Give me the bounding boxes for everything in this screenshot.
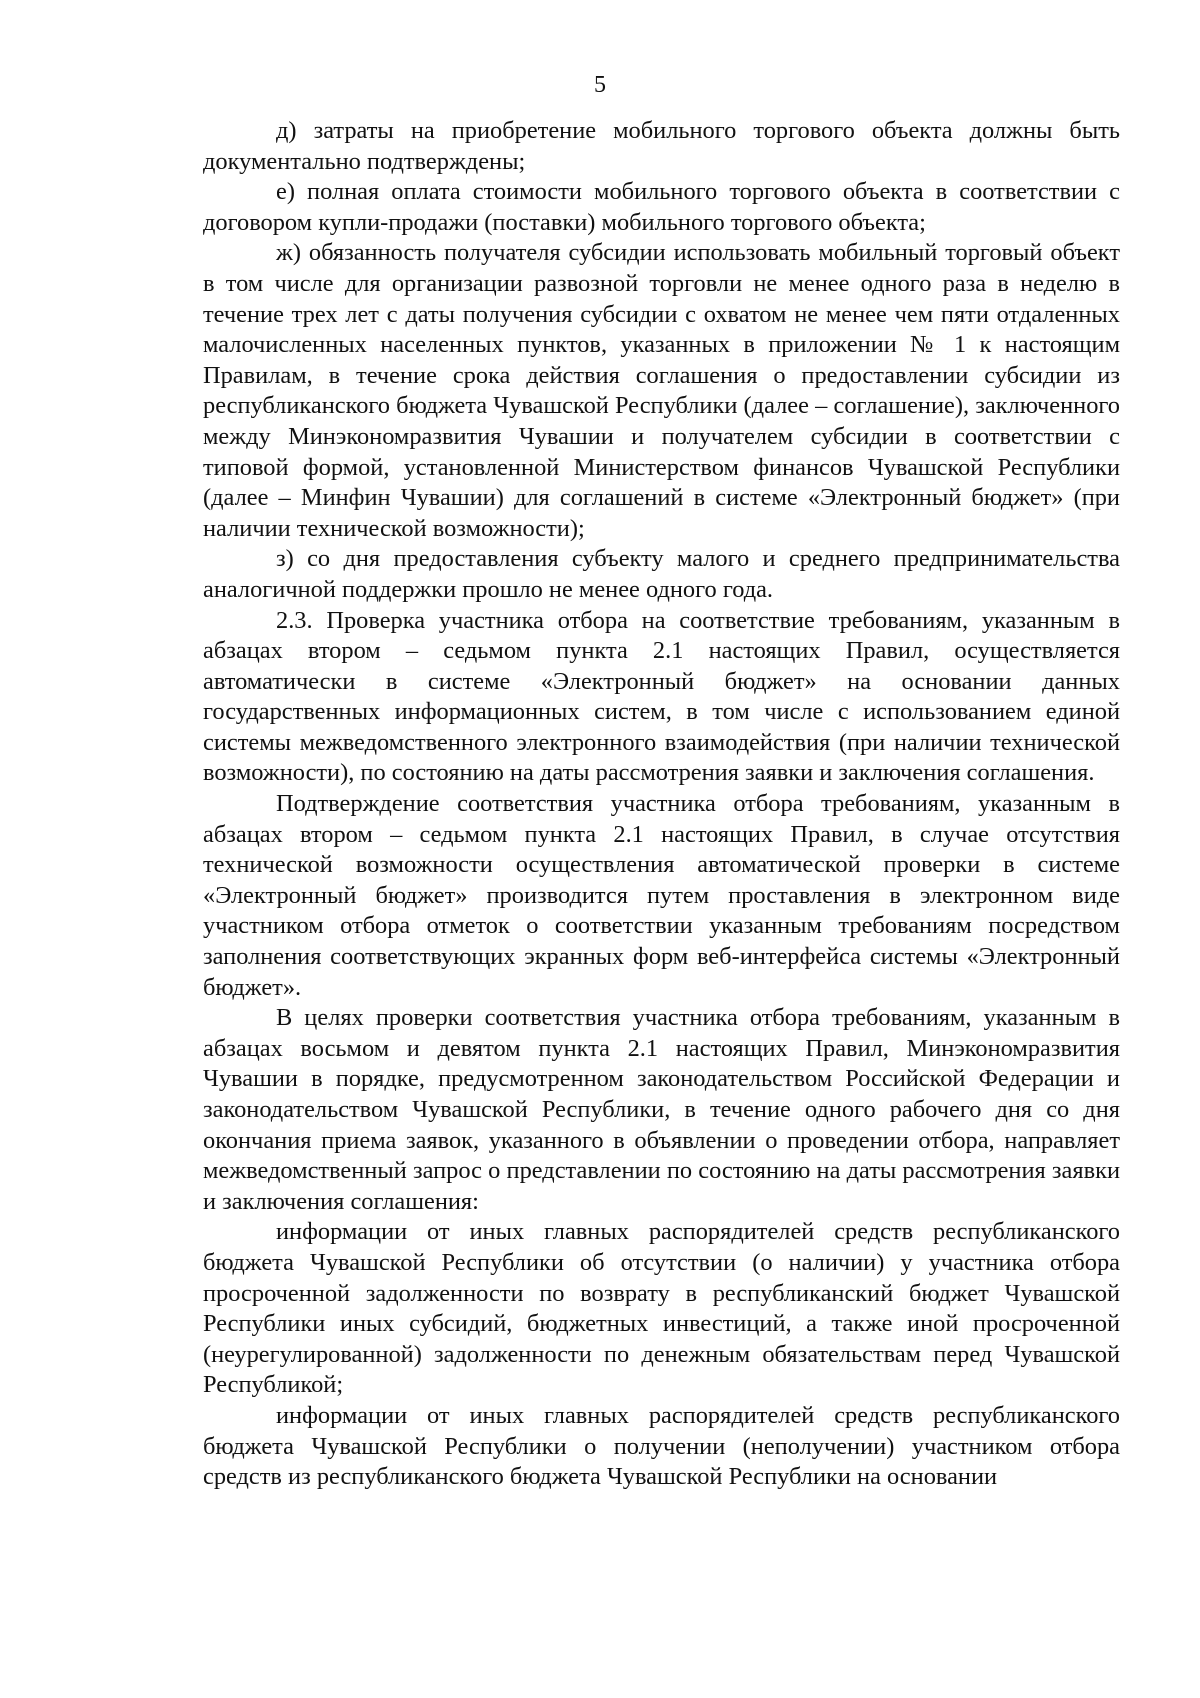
paragraph-verification-purpose: В целях проверки соответствия участника отбора требованиям, указанным в абзацах восьмом и девятом пункта 2.1 настоящих Правил, Минэкономразвития Чувашии в порядке, предусмотренном законодательством Российской Федерации и законодательством Чувашской Республики, в течение одного рабочего дня со дня окончания приема заявок, указанного в объявлении о проведении отбора, направляет межведомственный запрос о представлении по состоянию на даты рассмотрения заявки и заключения соглашения: [203, 1004, 1120, 1215]
page-number: 5 [594, 72, 606, 98]
paragraph-d: д) затраты на приобретение мобильного торгового объекта должны быть документально подтверждены; [203, 117, 1120, 175]
paragraph-2-3: 2.3. Проверка участника отбора на соответствие требованиям, указанным в абзацах втором – седьмом пункта 2.1 настоящих Правил, осуществляется автоматически в системе «Электронный бюджет» на основании данных государственных информационных систем, в том числе с использованием единой системы межведомственного электронного взаимодействия (при наличии технической возможности), по состоянию на даты рассмотрения заявки и заключения соглашения. [203, 606, 1120, 787]
paragraph-z: з) со дня предоставления субъекту малого и среднего предпринимательства аналогичной поддержки прошло не менее одного года. [203, 545, 1120, 603]
paragraph-info-debt: информации от иных главных распорядителей средств республиканского бюджета Чувашской Республики об отсутствии (о наличии) у участника отбора просроченной задолженности по возврату в республиканский бюджет Чувашской Республики иных субсидий, бюджетных инвестиций, а также иной просроченной (неурегулированной) задолженности по денежным обязательствам перед Чувашской Республикой; [203, 1218, 1120, 1399]
paragraph-confirmation: Подтверждение соответствия участника отбора требованиям, указанным в абзацах втором – седьмом пункта 2.1 настоящих Правил, в случае отсутствия технической возможности осуществления автоматической проверки в системе «Электронный бюджет» производится путем проставления в электронном виде участником отбора отметок о соответствии указанным требованиям посредством заполнения соответствующих экранных форм веб-интерфейса системы «Электронный бюджет». [203, 790, 1120, 1001]
paragraph-info-funds: информации от иных главных распорядителей средств республиканского бюджета Чувашской Республики о получении (неполучении) участником отбора средств из республиканского бюджета Чувашской Республики на основании [203, 1401, 1120, 1491]
document-body [203, 116, 1120, 1493]
paragraph-zh: ж) обязанность получателя субсидии использовать мобильный торговый объект в том числе для организации развозной торговли не менее одного раза в неделю в течение трех лет с даты получения субсидии с охватом не менее чем пяти отдаленных малочисленных населенных пунктов, указанных в приложении № 1 к настоящим Правилам, в течение срока действия соглашения о предоставлении субсидии из республиканского бюджета Чувашской Республики (далее – соглашение), заключенного между Минэкономразвития Чувашии и получателем субсидии в соответствии с типовой формой, установленной Министерством финансов Чувашской Республики (далее – Минфин Чувашии) для соглашений в системе «Электронный бюджет» (при наличии технической возможности); [203, 239, 1120, 542]
paragraph-e: е) полная оплата стоимости мобильного торгового объекта в соответствии с договором купли-продажи (поставки) мобильного торгового объекта; [203, 178, 1120, 236]
